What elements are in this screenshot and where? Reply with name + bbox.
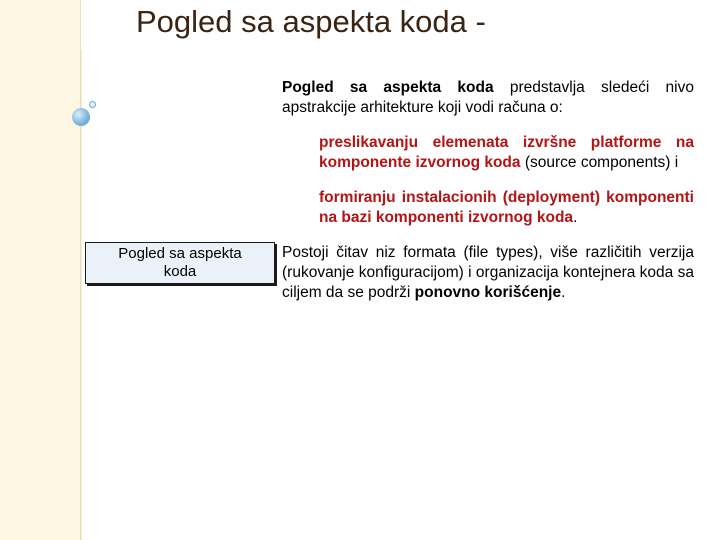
bullet-mapping (319, 133, 694, 173)
bullet-mapping-rest: (source components) i (520, 154, 679, 171)
bullet-mapping-highlight: preslikavanju elemenata izvršne platforme na komponente izvornog koda (319, 134, 694, 171)
code-view-label-box (85, 242, 275, 284)
paragraph-intro (282, 78, 694, 118)
bullet-deployment (319, 188, 694, 228)
bullet-deployment-rest: . (573, 209, 578, 226)
paragraph-formats (282, 243, 694, 303)
slide-title: Pogled sa aspekta koda - (136, 4, 486, 39)
label-box-text: Pogled sa aspekta koda (118, 245, 242, 280)
decorative-dot-small (89, 101, 96, 108)
formats-text: Postoji čitav niz formata (file types), više različitih verzija (rukovanje konfiguracijom) i organizacija kontejnera koda sa ciljem da se podrži (282, 244, 694, 301)
slide-content (282, 78, 694, 318)
intro-bold: Pogled sa aspekta koda (282, 79, 494, 96)
formats-bold: ponovno korišćenje (414, 284, 562, 301)
formats-rest: . (561, 284, 566, 301)
intro-rest: predstavlja sledeći nivo apstrakcije arhitekture koji vodi računa o: (282, 79, 694, 116)
bullet-deployment-highlight: formiranju instalacionih (deployment) komponenti na bazi komponenti izvornog koda (319, 189, 694, 226)
decorative-dot-large (72, 108, 90, 126)
